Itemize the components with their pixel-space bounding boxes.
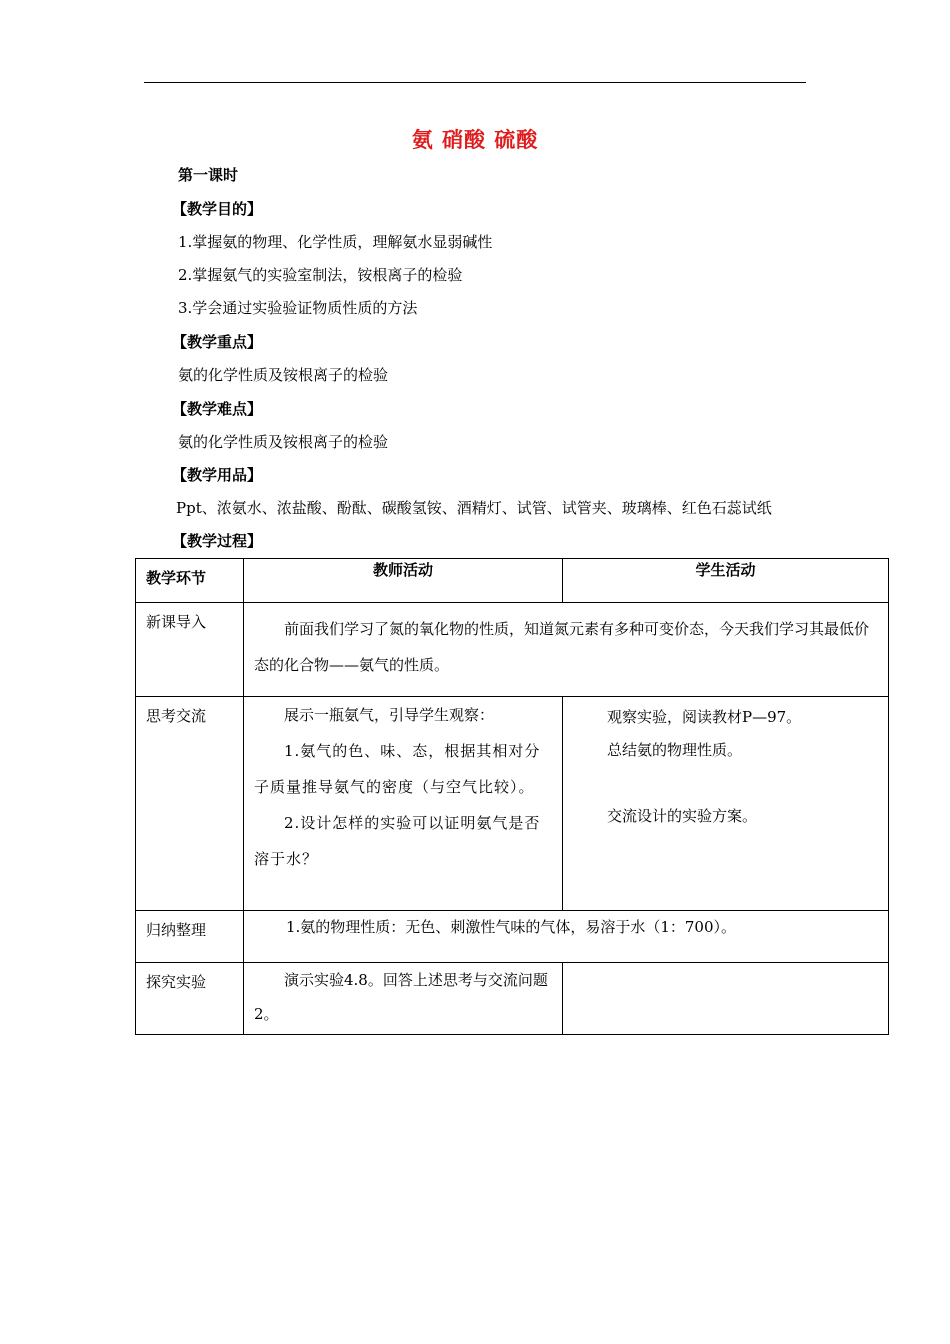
table-row [136, 603, 889, 697]
stage-cell: 思考交流 [136, 697, 244, 911]
lesson-label: 第一课时 [178, 166, 239, 184]
student-text: 观察实验，阅读教材P—97。 [607, 708, 802, 726]
header-teacher: 教师活动 [244, 559, 563, 603]
objective-item: 1.掌握氨的物理、化学性质，理解氨水显弱碱性 [178, 233, 493, 251]
header-stage: 教学环节 [136, 559, 244, 603]
student-text: 交流设计的实验方案。 [607, 807, 758, 825]
process-heading: 【教学过程】 [172, 532, 263, 550]
materials-heading: 【教学用品】 [172, 466, 263, 484]
student-cell [563, 697, 889, 911]
difficult-text: 氨的化学性质及铵根离子的检验 [178, 433, 389, 451]
teacher-text: 1.氨的物理性质：无色、刺激性气味的气体，易溶于水（1：700）。 [286, 918, 736, 936]
student-cell [563, 963, 889, 1035]
teacher-cell [244, 963, 563, 1035]
stage-cell: 归纳整理 [136, 911, 244, 963]
teacher-cell [244, 603, 889, 697]
header-student: 学生活动 [563, 559, 889, 603]
stage-cell: 探究实验 [136, 963, 244, 1035]
teacher-text: 1.氨气的色、味、态，根据其相对分子质量推导氨气的密度（与空气比较）。 [254, 742, 541, 796]
objective-item: 2.掌握氨气的实验室制法，铵根离子的检验 [178, 266, 463, 284]
key-heading: 【教学重点】 [172, 333, 263, 351]
objectives-heading: 【教学目的】 [172, 200, 263, 218]
stage-cell: 新课导入 [136, 603, 244, 697]
teacher-text: 2.设计怎样的实验可以证明氨气是否溶于水？ [254, 814, 541, 868]
process-table [135, 558, 889, 1035]
header-rule [144, 82, 806, 83]
teacher-cell [244, 911, 889, 963]
objective-item: 3.学会通过实验验证物质性质的方法 [178, 299, 418, 317]
difficult-heading: 【教学难点】 [172, 400, 263, 418]
teacher-text: 演示实验4.8。回答上述思考与交流问题2。 [254, 971, 548, 1023]
materials-text: Ppt、浓氨水、浓盐酸、酚酞、碳酸氢铵、酒精灯、试管、试管夹、玻璃棒、红色石蕊试纸 [176, 499, 772, 517]
table-row [136, 963, 889, 1035]
table-row [136, 911, 889, 963]
table-header-row [136, 559, 889, 603]
teacher-cell [244, 697, 563, 911]
teacher-text: 前面我们学习了氮的氧化物的性质，知道氮元素有多种可变价态，今天我们学习其最低价态的化合物——氨气的性质。 [254, 620, 870, 674]
page-title: 氨 硝酸 硫酸 [411, 128, 539, 152]
key-text: 氨的化学性质及铵根离子的检验 [178, 366, 389, 384]
student-text: 总结氨的物理性质。 [607, 741, 743, 759]
table-row [136, 697, 889, 911]
teacher-text: 展示一瓶氨气，引导学生观察： [284, 706, 495, 724]
